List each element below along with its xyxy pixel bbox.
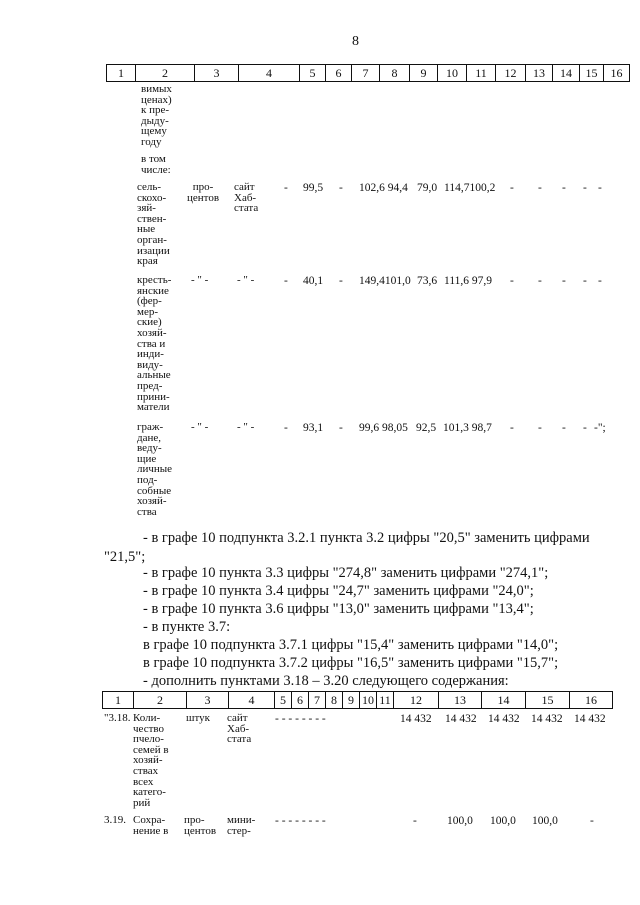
row-source: сайт Хаб- стата <box>227 712 252 746</box>
item-number: "3.18. <box>104 712 131 724</box>
row-name: кресть- янские (фер- мер- ские) хозяй- ства и инди- виду- альные пред- прини- матели <box>137 274 172 414</box>
cell-value: 99,6 98,05 <box>359 422 408 434</box>
col-header: 10 <box>360 692 377 709</box>
cell-value: - <box>284 182 288 194</box>
row-source: мини- стер- <box>227 814 256 837</box>
cell-value: - <box>538 275 542 287</box>
cell-value: 14 432 <box>400 713 432 725</box>
col-header: 1 <box>107 65 136 82</box>
col-header: 5 <box>275 692 292 709</box>
row-name: сель- скохо- зяй- ствен- ные орган- изации края <box>137 181 170 268</box>
col-header: 12 <box>394 692 439 709</box>
cell-value: 73,6 <box>417 275 438 287</box>
cell-value: 100,0 <box>532 815 558 827</box>
amendment-text: - в графе 10 пункта 3.4 цифры "24,7" заменить цифрами "24,0"; <box>143 583 534 599</box>
amendment-text: - в графе 10 подпункта 3.2.1 пункта 3.2 цифры "20,5" заменить цифрами <box>143 530 590 546</box>
amendment-text: - в графе 10 пункта 3.6 цифры "13,0" заменить цифрами "13,4"; <box>143 601 534 617</box>
col-header: 2 <box>136 65 195 82</box>
col-header: 7 <box>309 692 326 709</box>
col-header: 8 <box>380 65 410 82</box>
row-unit: про- центов <box>184 814 217 837</box>
cell-value: - <box>339 182 343 194</box>
cell-value: -"; <box>594 422 606 434</box>
col-header: 14 <box>482 692 526 709</box>
cell-value: - <box>562 422 566 434</box>
col-header: 5 <box>300 65 326 82</box>
cell-value: - <box>284 422 288 434</box>
page-number: 8 <box>352 34 359 49</box>
cell-value: - <box>562 182 566 194</box>
cell-value: - <box>339 422 343 434</box>
cell-value: 102,6 94,4 <box>359 182 408 194</box>
cell-value: 111,6 97,9 <box>444 275 493 287</box>
cell-value: - <box>538 422 542 434</box>
amendment-text: в графе 10 подпункта 3.7.1 цифры "15,4" заменить цифрами "14,0"; <box>143 637 559 653</box>
row-unit: про- центов <box>187 181 220 204</box>
col-header: 4 <box>229 692 275 709</box>
cell-value: - <box>562 275 566 287</box>
cell-value: - <box>598 182 602 194</box>
col-header: 15 <box>526 692 570 709</box>
cell-value: 93,1 <box>303 422 324 434</box>
amendment-text: - в пункте 3.7: <box>143 619 231 635</box>
col-header: 16 <box>604 65 630 82</box>
cell-value: 92,5 <box>416 422 437 434</box>
cell-value: - <box>583 422 587 434</box>
cell-value: - <box>510 422 514 434</box>
row-name: Сохра- нение в <box>133 814 169 837</box>
cell-value: 149,4101,0 <box>359 275 411 287</box>
cell-value: - <box>598 275 602 287</box>
row-name: Коли- чество пчело- семей в хозяй- ствах всех катего- рий <box>133 712 169 809</box>
cell-value: - <box>583 182 587 194</box>
col-header: 14 <box>553 65 580 82</box>
col-header: 9 <box>343 692 360 709</box>
amendment-text: "21,5"; <box>104 549 146 565</box>
lower-table-header <box>102 691 613 709</box>
row-name: вимых ценах) к пре- дыду- щему году <box>141 83 172 148</box>
dash-cells: - - - - - - - - <box>275 713 326 725</box>
cell-value: - <box>590 815 594 827</box>
col-header: 8 <box>326 692 343 709</box>
row-unit: - " - <box>191 274 209 286</box>
row-source: - " - <box>237 421 255 433</box>
cell-value: 114,7100,2 <box>444 182 496 194</box>
dash-cells: - - - - - - - - <box>275 815 326 827</box>
cell-value: - <box>510 182 514 194</box>
cell-value: 40,1 <box>303 275 324 287</box>
row-name: граж- дане, веду- щие личные под- собные хозяй- ства <box>137 421 173 518</box>
row-source: сайт Хаб- стата <box>234 181 259 215</box>
cell-value: 79,0 <box>417 182 438 194</box>
col-header: 6 <box>326 65 352 82</box>
row-unit: штук <box>186 712 210 724</box>
col-header: 15 <box>580 65 604 82</box>
amendment-text: - в графе 10 пункта 3.3 цифры "274,8" заменить цифрами "274,1"; <box>143 565 549 581</box>
col-header: 10 <box>438 65 467 82</box>
col-header: 11 <box>467 65 496 82</box>
col-header: 2 <box>134 692 187 709</box>
cell-value: 100,0 <box>447 815 473 827</box>
cell-value: 101,3 98,7 <box>443 422 492 434</box>
col-header: 16 <box>570 692 613 709</box>
amendment-text: - дополнить пунктами 3.18 – 3.20 следующего содержания: <box>143 673 509 689</box>
col-header: 3 <box>195 65 239 82</box>
col-header: 13 <box>526 65 553 82</box>
cell-value: - <box>284 275 288 287</box>
cell-value: 99,5 <box>303 182 324 194</box>
row-name: в том числе: <box>141 153 171 176</box>
row-unit: - " - <box>191 421 209 433</box>
col-header: 9 <box>410 65 438 82</box>
cell-value: - <box>339 275 343 287</box>
upper-table-header <box>106 64 630 82</box>
cell-value: - <box>538 182 542 194</box>
cell-value: 14 432 <box>531 713 563 725</box>
col-header: 12 <box>496 65 526 82</box>
col-header: 13 <box>439 692 482 709</box>
col-header: 4 <box>239 65 300 82</box>
item-number: 3.19. <box>104 814 126 826</box>
col-header: 1 <box>103 692 134 709</box>
col-header: 3 <box>187 692 229 709</box>
row-source: - " - <box>237 274 255 286</box>
cell-value: - <box>510 275 514 287</box>
cell-value: 14 432 <box>445 713 477 725</box>
cell-value: 100,0 <box>490 815 516 827</box>
col-header: 11 <box>377 692 394 709</box>
cell-value: 14 432 <box>488 713 520 725</box>
cell-value: - <box>583 275 587 287</box>
col-header: 7 <box>352 65 380 82</box>
cell-value: - <box>413 815 417 827</box>
col-header: 6 <box>292 692 309 709</box>
cell-value: 14 432 <box>574 713 606 725</box>
amendment-text: в графе 10 подпункта 3.7.2 цифры "16,5" заменить цифрами "15,7"; <box>143 655 559 671</box>
